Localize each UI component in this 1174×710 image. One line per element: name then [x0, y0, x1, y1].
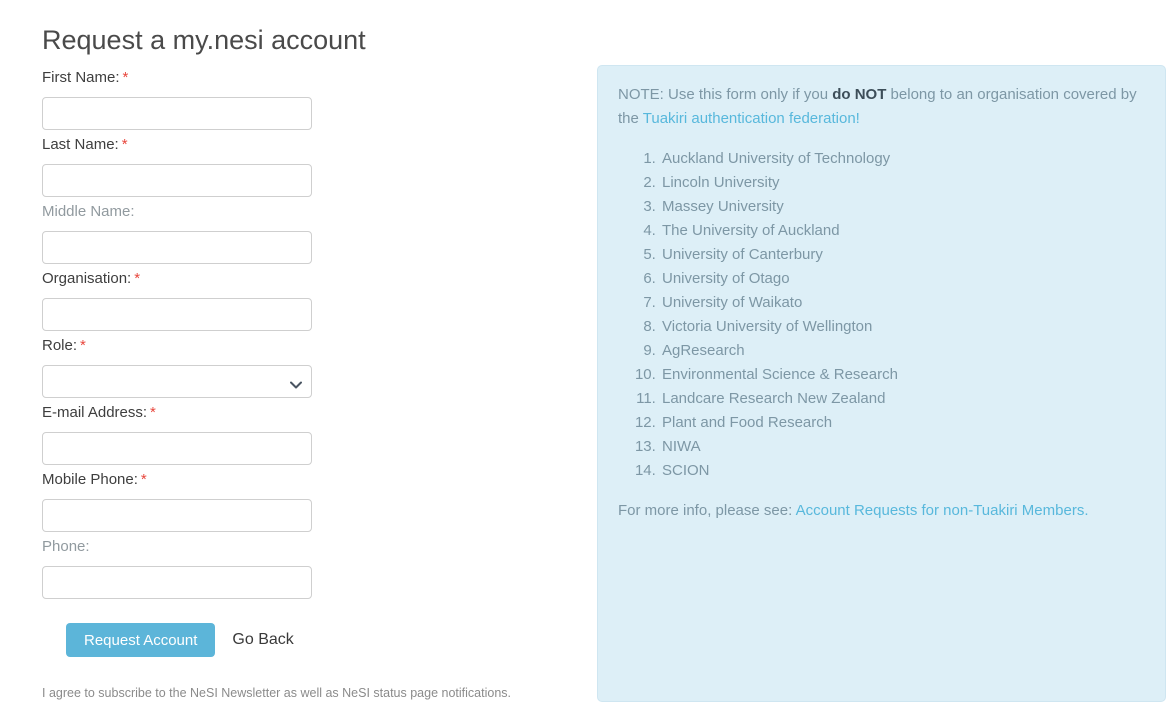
field-last-name [42, 136, 582, 197]
list-item: 5. University of Canterbury [660, 243, 1145, 267]
more-info-paragraph: For more info, please see: Account Requests for non-Tuakiri Members. [618, 502, 1089, 519]
role-label: Role: * [42, 337, 86, 354]
field-organisation [42, 270, 582, 331]
field-email [42, 404, 582, 465]
first-name-label: First Name: * [42, 69, 129, 86]
required-asterisk: * [80, 337, 86, 354]
middle-name-input[interactable] [42, 231, 312, 264]
email-input[interactable] [42, 432, 312, 465]
list-item: 8. Victoria University of Wellington [660, 315, 1145, 339]
phone-input[interactable] [42, 566, 312, 599]
last-name-input[interactable] [42, 164, 312, 197]
form-buttons [66, 623, 582, 657]
phone-label: Phone: [42, 538, 90, 555]
organisation-label: Organisation: * [42, 270, 141, 287]
mobile-phone-label: Mobile Phone: * [42, 471, 147, 488]
first-name-input[interactable] [42, 97, 312, 130]
list-item: 6. University of Otago [660, 267, 1145, 291]
middle-name-label: Middle Name: [42, 203, 135, 220]
list-item: 12. Plant and Food Research [660, 411, 1145, 435]
mobile-phone-input[interactable] [42, 499, 312, 532]
note-bold-text: do NOT [832, 86, 887, 103]
role-select-wrap [42, 365, 312, 398]
required-asterisk: * [134, 270, 141, 287]
list-item: 13. NIWA [660, 435, 1145, 459]
organisation-list [618, 147, 1145, 483]
list-item: 3. Massey University [660, 195, 1145, 219]
list-item: 11. Landcare Research New Zealand [660, 387, 1145, 411]
request-account-button[interactable]: Request Account [66, 623, 215, 657]
field-middle-name [42, 203, 582, 264]
list-item: 10. Environmental Science & Research [660, 363, 1145, 387]
tuakiri-info-panel [597, 65, 1166, 702]
role-select[interactable] [42, 365, 312, 398]
newsletter-agreement-text: I agree to subscribe to the NeSI Newsletter as well as NeSI status page notifications. [42, 686, 511, 700]
page-title: Request a my.nesi account [42, 25, 366, 55]
required-asterisk: * [121, 136, 128, 153]
organisation-input[interactable] [42, 298, 312, 331]
email-label: E-mail Address: * [42, 404, 156, 421]
note-paragraph: NOTE: Use this form only if you do NOT belong to an organisation covered by the Tuakiri authentication federation! [618, 86, 1137, 127]
required-asterisk: * [122, 69, 129, 86]
field-phone [42, 538, 582, 599]
list-item: 7. University of Waikato [660, 291, 1145, 315]
tuakiri-federation-link[interactable]: Tuakiri authentication federation [642, 110, 856, 127]
list-item: 2. Lincoln University [660, 171, 1145, 195]
required-asterisk: * [140, 471, 147, 488]
list-item: 9. AgResearch [660, 339, 1145, 363]
list-item: 4. The University of Auckland [660, 219, 1145, 243]
go-back-link[interactable]: Go Back [232, 631, 294, 648]
list-item: 1. Auckland University of Technology [660, 147, 1145, 171]
field-mobile-phone [42, 471, 582, 532]
field-first-name [42, 69, 582, 130]
field-role [42, 337, 582, 398]
account-requests-link[interactable]: Account Requests for non-Tuakiri Members [795, 502, 1085, 519]
required-asterisk: * [150, 404, 156, 421]
list-item: 14. SCION [660, 459, 1145, 483]
last-name-label: Last Name: * [42, 136, 128, 153]
account-request-form [42, 24, 582, 701]
